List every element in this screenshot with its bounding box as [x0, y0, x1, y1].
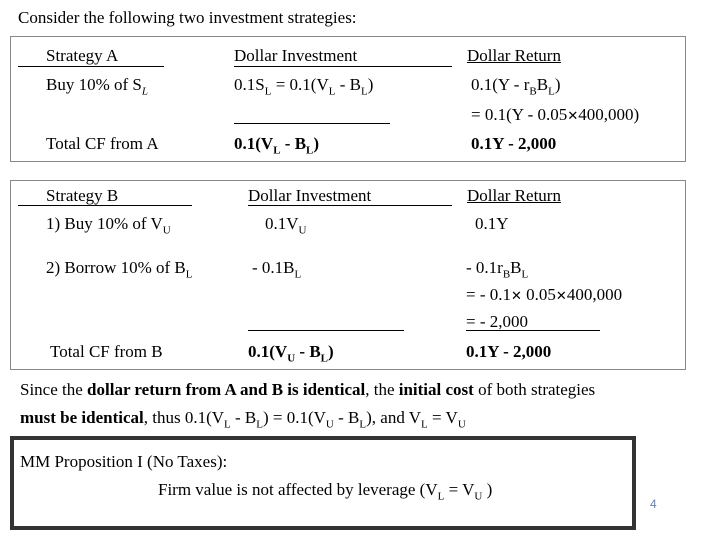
strategy-b-row2-investment: - $0.1B_L$ [252, 258, 302, 281]
slide-heading: Consider the following two investment strategies: [18, 8, 357, 27]
strategy-b-title-underline [18, 205, 192, 206]
strategy-b-total-label: Total CF from B [50, 342, 163, 361]
conclusion-line-1: Since the dollar return from A and B is identical, the initial cost of both strategies [20, 380, 596, 399]
strategy-b-row1-label: 1) Buy 10% of $V_U$ [46, 214, 171, 237]
strategy-b-return-sum-line [466, 330, 600, 331]
mm-proposition-statement: Firm value is not affected by leverage ($V_L = V_U$ ) [158, 480, 493, 503]
strategy-b-row3-return: = - 0.1✕ 0.05✕400,000 [466, 285, 623, 304]
strategy-b-total-return: 0.1Y - 2,000 [466, 342, 552, 361]
strategy-a-total-return: 0.1Y - 2,000 [471, 134, 557, 153]
strategy-b-row2-label: 2) Borrow 10% of $B_L$ [46, 258, 193, 281]
page-number: 4 [650, 497, 657, 511]
times-icon: ✕ [511, 288, 522, 303]
strategy-b-row1-investment: $0.1V_U$ [265, 214, 307, 237]
times-icon: ✕ [555, 288, 567, 303]
strategy-a-title-underline [18, 66, 164, 67]
strategy-a-return-header: Dollar Return [467, 46, 561, 65]
strategy-a-total-investment: $0.1(V_L - B_L)$ [234, 134, 320, 157]
strategy-a-row1-label: Buy 10% of $S_L$ [46, 75, 148, 98]
strategy-b-row1-return: 0.1Y [475, 214, 509, 233]
strategy-a-row1-return: $0.1(Y - r_BB_L)$ [471, 75, 561, 98]
times-icon: ✕ [567, 108, 579, 123]
strategy-a-investment-header-underline [234, 66, 452, 67]
strategy-b-row2-return: - $0.1r_BB_L$ [466, 258, 529, 281]
strategy-b-investment-sum-line [248, 330, 404, 331]
strategy-a-row2-return: = 0.1(Y - 0.05✕400,000) [471, 105, 640, 124]
strategy-b-return-header: Dollar Return [467, 186, 561, 205]
strategy-a-row1-investment: $0.1S_L = 0.1(V_L - B_L)$ [234, 75, 374, 98]
conclusion-line-2: must be identical, thus $0.1(V_L - B_L) = 0.1(V_U - B_L)$, and $V_L = V_U$ [20, 408, 466, 431]
strategy-a-investment-header: Dollar Investment [234, 46, 358, 65]
strategy-a-total-label: Total CF from A [46, 134, 159, 153]
strategy-a-sum-line [234, 123, 390, 124]
strategy-b-total-investment: $0.1(V_U - B_L)$ [248, 342, 334, 365]
strategy-b-row4-return: = - 2,000 [466, 312, 528, 331]
mm-proposition-title: MM Proposition I (No Taxes): [20, 452, 228, 471]
strategy-b-title: Strategy B [46, 186, 119, 205]
strategy-b-investment-header-underline [248, 205, 452, 206]
strategy-b-investment-header: Dollar Investment [248, 186, 372, 205]
strategy-a-title: Strategy A [46, 46, 119, 65]
